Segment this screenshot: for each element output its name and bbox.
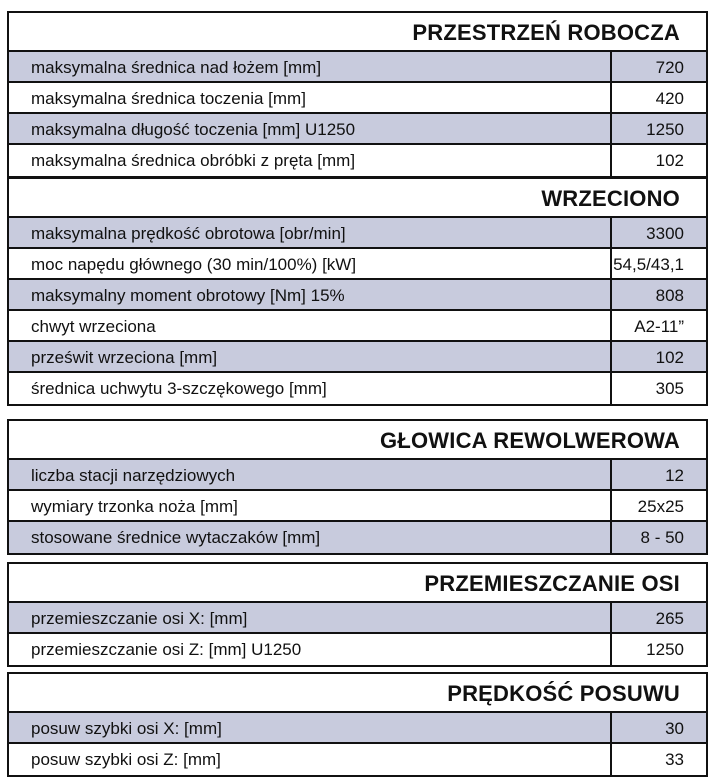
row-label: średnica uchwytu 3-szczękowego [mm] — [31, 379, 327, 398]
section-przemieszczanie-osi — [7, 562, 708, 667]
row-label: wymiary trzonka noża [mm] — [31, 497, 238, 516]
row-label: moc napędu głównego (30 min/100%) [kW] — [31, 255, 357, 274]
row-label: przemieszczanie osi X: [mm] — [31, 609, 248, 628]
table-row — [9, 713, 706, 744]
section-title: PRĘDKOŚĆ POSUWU — [9, 674, 706, 713]
row-value: 1250 — [610, 114, 706, 143]
row-value: 3300 — [610, 218, 706, 247]
row-label: stosowane średnice wytaczaków [mm] — [31, 528, 321, 547]
row-value: 305 — [610, 373, 706, 404]
row-label: maksymalna długość toczenia [mm] U1250 — [31, 120, 356, 139]
row-value: 1250 — [610, 634, 706, 665]
row-value: 102 — [610, 342, 706, 371]
row-value: 30 — [610, 713, 706, 742]
table-row — [9, 460, 706, 491]
table-row — [9, 249, 706, 280]
table-row — [9, 603, 706, 634]
section-title: PRZEMIESZCZANIE OSI — [9, 564, 706, 603]
row-value: 8 - 50 — [610, 522, 706, 553]
row-label: maksymalna średnica obróbki z pręta [mm] — [31, 151, 356, 170]
table-row — [9, 491, 706, 522]
table-row — [9, 218, 706, 249]
table-row — [9, 145, 706, 176]
row-label: liczba stacji narzędziowych — [31, 466, 236, 485]
section-title: WRZECIONO — [9, 179, 706, 218]
row-label: posuw szybki osi Z: [mm] — [31, 750, 221, 769]
row-value: 12 — [610, 460, 706, 489]
row-value: 54,5/43,1 — [610, 249, 706, 278]
section-glowica-rewolwerowa — [7, 419, 708, 555]
section-przestrzen-robocza — [7, 11, 708, 178]
row-label: maksymalna średnica nad łożem [mm] — [31, 58, 322, 77]
table-row — [9, 52, 706, 83]
table-row — [9, 522, 706, 553]
row-label: posuw szybki osi X: [mm] — [31, 719, 222, 738]
table-row — [9, 634, 706, 665]
section-title: GŁOWICA REWOLWEROWA — [9, 421, 706, 460]
table-row — [9, 114, 706, 145]
table-row — [9, 311, 706, 342]
section-wrzeciono — [7, 177, 708, 406]
row-value: 808 — [610, 280, 706, 309]
table-row — [9, 342, 706, 373]
row-label: maksymalna średnica toczenia [mm] — [31, 89, 306, 108]
table-row — [9, 744, 706, 775]
row-label: przemieszczanie osi Z: [mm] U1250 — [31, 640, 302, 659]
row-label: maksymalna prędkość obrotowa [obr/min] — [31, 224, 346, 243]
row-value: A2-11” — [610, 311, 706, 340]
row-value: 720 — [610, 52, 706, 81]
row-label: prześwit wrzeciona [mm] — [31, 348, 218, 367]
row-label: maksymalny moment obrotowy [Nm] 15% — [31, 286, 345, 305]
row-value: 420 — [610, 83, 706, 112]
row-label: chwyt wrzeciona — [31, 317, 156, 336]
section-title: PRZESTRZEŃ ROBOCZA — [9, 13, 706, 52]
row-value: 265 — [610, 603, 706, 632]
table-row — [9, 83, 706, 114]
table-row — [9, 373, 706, 404]
table-row — [9, 280, 706, 311]
row-value: 33 — [610, 744, 706, 775]
row-value: 25x25 — [610, 491, 706, 520]
section-predkosc-posuwu — [7, 672, 708, 777]
row-value: 102 — [610, 145, 706, 176]
